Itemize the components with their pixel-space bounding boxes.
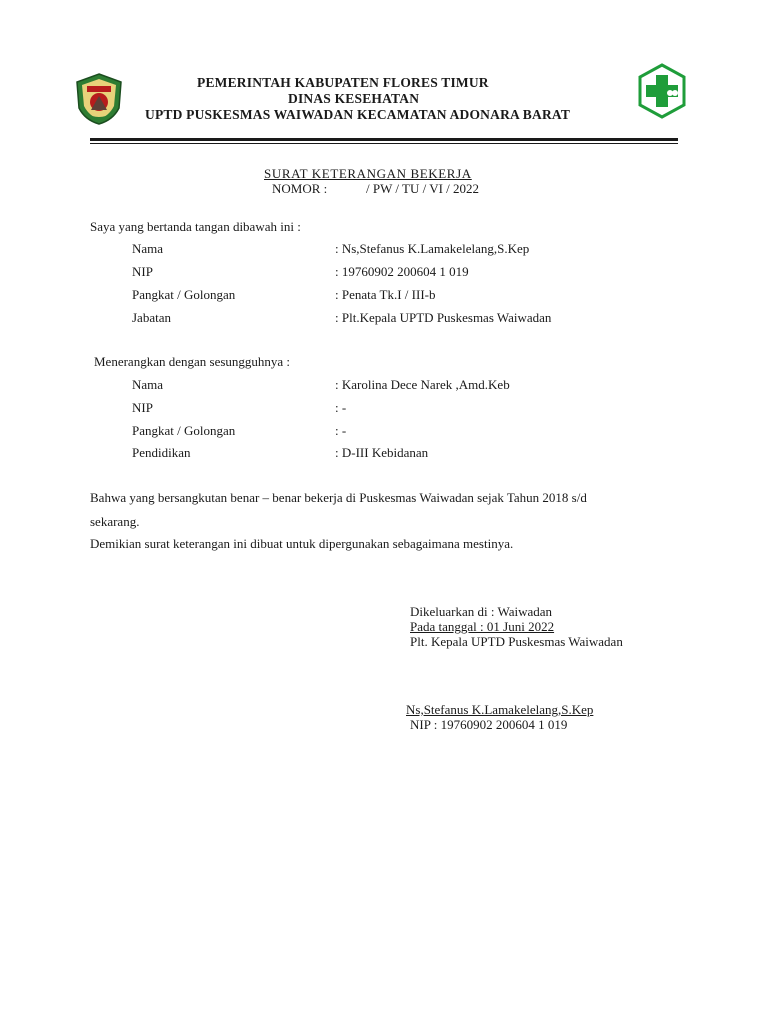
signer-nip-value: : 19760902 200604 1 019 xyxy=(335,264,469,279)
signer-intro: Saya yang bertanda tangan dibawah ini : xyxy=(90,219,301,234)
signer-position-value: : Plt.Kepala UPTD Puskesmas Waiwadan xyxy=(335,310,552,325)
letter-number-value: / PW / TU / VI / 2022 xyxy=(366,181,480,196)
issued-date: Pada tanggal : 01 Juni 2022 xyxy=(410,619,555,634)
letter-number-label: NOMOR : xyxy=(272,181,328,196)
signer-name-label: Nama xyxy=(132,241,164,256)
statement-line-2: sekarang. xyxy=(90,514,140,529)
subject-education-label: Pendidikan xyxy=(132,445,191,460)
signer-rank-label: Pangkat / Golongan xyxy=(132,287,236,302)
letter-title: SURAT KETERANGAN BEKERJA xyxy=(264,166,472,181)
header-institution: UPTD PUSKESMAS WAIWADAN KECAMATAN ADONARA BARAT xyxy=(145,107,571,122)
header-government: PEMERINTAH KABUPATEN FLORES TIMUR xyxy=(197,75,489,90)
signature-nip: NIP : 19760902 200604 1 019 xyxy=(410,717,568,732)
signer-nip-label: NIP xyxy=(132,264,153,279)
header-divider-thin xyxy=(90,143,678,144)
signer-position-label: Jabatan xyxy=(132,310,171,325)
signer-title: Plt. Kepala UPTD Puskesmas Waiwadan xyxy=(410,634,623,649)
subject-rank-value: : - xyxy=(335,423,347,438)
signature-name: Ns,Stefanus K.Lamakelelang,S.Kep xyxy=(406,702,594,717)
signer-name-value: : Ns,Stefanus K.Lamakelelang,S.Kep xyxy=(335,241,530,256)
regency-emblem-icon xyxy=(73,72,125,126)
header-department: DINAS KESEHATAN xyxy=(288,91,420,106)
statement-line-1: Bahwa yang bersangkutan benar – benar bekerja di Puskesmas Waiwadan sejak Tahun 2018 s/d xyxy=(90,490,587,505)
header-divider-thick xyxy=(90,138,678,141)
issued-place: Dikeluarkan di : Waiwadan xyxy=(410,604,553,619)
subject-nip-value: : - xyxy=(335,400,347,415)
subject-nip-label: NIP xyxy=(132,400,153,415)
subject-intro: Menerangkan dengan sesungguhnya : xyxy=(94,354,291,369)
subject-name-label: Nama xyxy=(132,377,164,392)
subject-name-value: : Karolina Dece Narek ,Amd.Keb xyxy=(335,377,510,392)
signer-rank-value: : Penata Tk.I / III-b xyxy=(335,287,436,302)
health-cross-emblem-icon xyxy=(637,63,687,119)
subject-rank-label: Pangkat / Golongan xyxy=(132,423,236,438)
closing-statement: Demikian surat keterangan ini dibuat untuk dipergunakan sebagaimana mestinya. xyxy=(90,536,514,551)
subject-education-value: : D-III Kebidanan xyxy=(335,445,429,460)
